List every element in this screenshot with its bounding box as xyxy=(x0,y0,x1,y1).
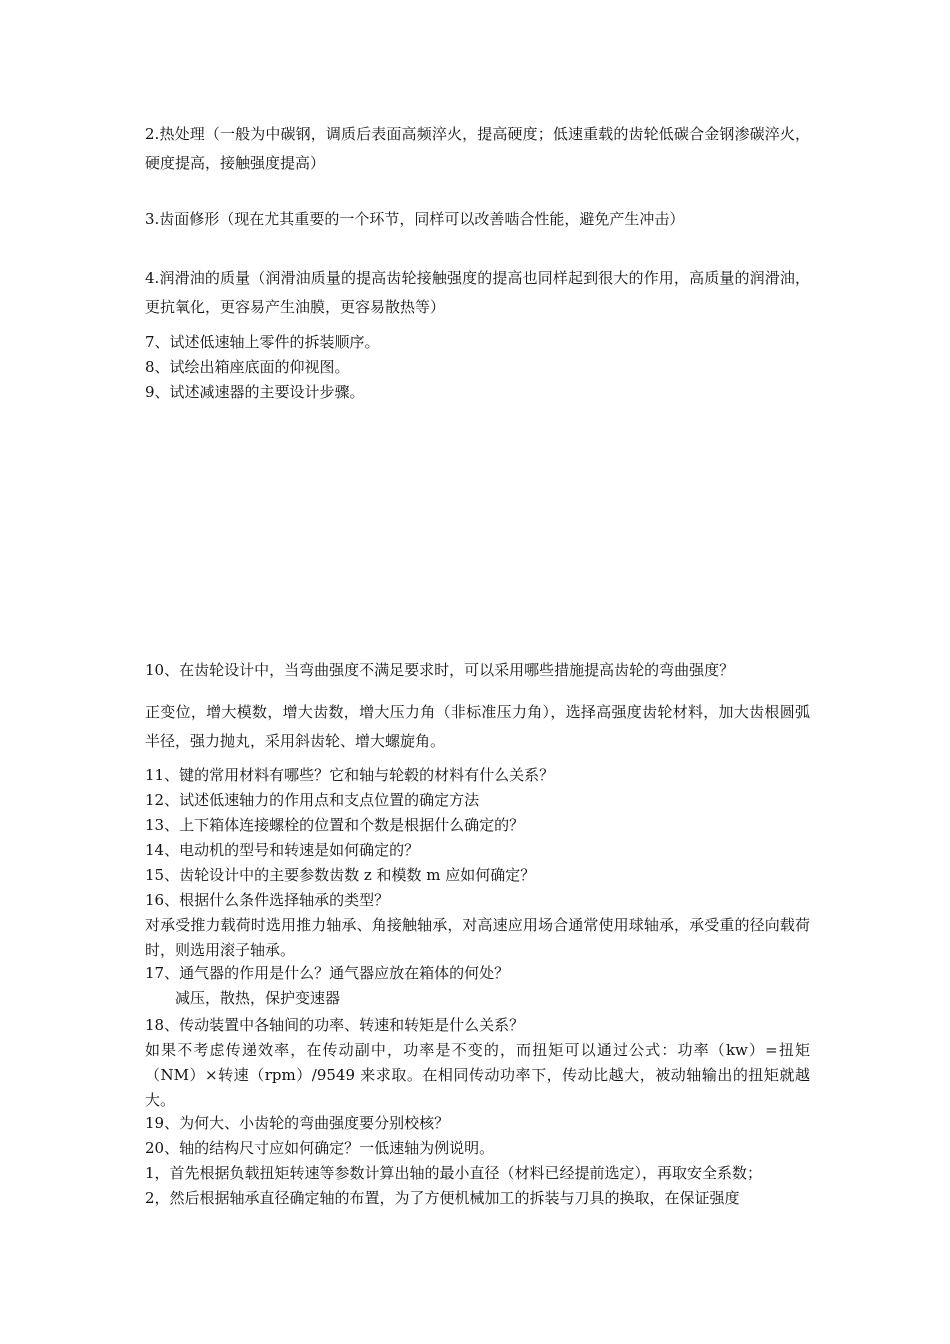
question-8: 8、试绘出箱座底面的仰视图。 xyxy=(145,358,350,376)
question-7: 7、试述低速轴上零件的拆装顺序。 xyxy=(145,333,380,351)
question-18: 18、传动装置中各轴间的功率、转速和转矩是什么关系？ xyxy=(145,1016,525,1034)
question-16: 16、根据什么条件选择轴承的类型？ xyxy=(145,891,390,909)
paragraph-lubricant: 4.润滑油的质量（润滑油质量的提高齿轮接触强度的提高也同样起到很大的作用，高质量的润滑油，更抗氧化，更容易产生油膜，更容易散热等） xyxy=(145,269,810,316)
paragraph-heat-treatment: 2.热处理（一般为中碳钢，调质后表面高频淬火，提高硬度；低速重载的齿轮低碳合金钢渗碳淬火，硬度提高，接触强度提高） xyxy=(145,125,810,172)
question-19: 19、为何大、小齿轮的弯曲强度要分别校核？ xyxy=(145,1114,450,1132)
answer-10: 正变位，增大模数，增大齿数，增大压力角（非标准压力角），选择高强度齿轮材料，加大齿根圆弧半径，强力抛丸，采用斜齿轮、增大螺旋角。 xyxy=(145,703,810,750)
answer-17: 减压，散热，保护变速器 xyxy=(175,989,341,1007)
question-11: 11、键的常用材料有哪些？它和轴与轮毂的材料有什么关系？ xyxy=(145,766,555,784)
answer-20-step-2: 2，然后根据轴承直径确定轴的布置，为了方便机械加工的拆装与刀具的换取，在保证强度 xyxy=(145,1189,740,1207)
question-20: 20、轴的结构尺寸应如何确定？一低速轴为例说明。 xyxy=(145,1139,495,1157)
question-14: 14、电动机的型号和转速是如何确定的？ xyxy=(145,841,420,859)
answer-16: 对承受推力载荷时选用推力轴承、角接触轴承，对高速应用场合通常使用球轴承，承受重的径向载荷时，则选用滚子轴承。 xyxy=(145,916,810,959)
paragraph-tooth-modification: 3.齿面修形（现在尤其重要的一个环节，同样可以改善啮合性能，避免产生冲击） xyxy=(145,210,685,228)
question-12: 12、试述低速轴力的作用点和支点位置的确定方法 xyxy=(145,791,480,809)
question-10: 10、在齿轮设计中，当弯曲强度不满足要求时，可以采用哪些措施提高齿轮的弯曲强度？ xyxy=(145,661,735,679)
question-17: 17、通气器的作用是什么？通气器应放在箱体的何处？ xyxy=(145,964,510,982)
answer-20-step-1: 1，首先根据负载扭矩转速等参数计算出轴的最小直径（材料已经提前选定），再取安全系数； xyxy=(145,1164,763,1182)
answer-18: 如果不考虑传递效率，在传动副中，功率是不变的，而扭矩可以通过公式：功率（kw）=扭矩（NM）×转速（rpm）/9549 来求取。在相同传动功率下，传动比越大，被动轴输出的扭矩就越大。 xyxy=(145,1041,810,1109)
question-15: 15、齿轮设计中的主要参数齿数 z 和模数 m 应如何确定？ xyxy=(145,866,536,884)
question-13: 13、上下箱体连接螺栓的位置和个数是根据什么确定的？ xyxy=(145,816,525,834)
question-9: 9、试述减速器的主要设计步骤。 xyxy=(145,383,365,401)
